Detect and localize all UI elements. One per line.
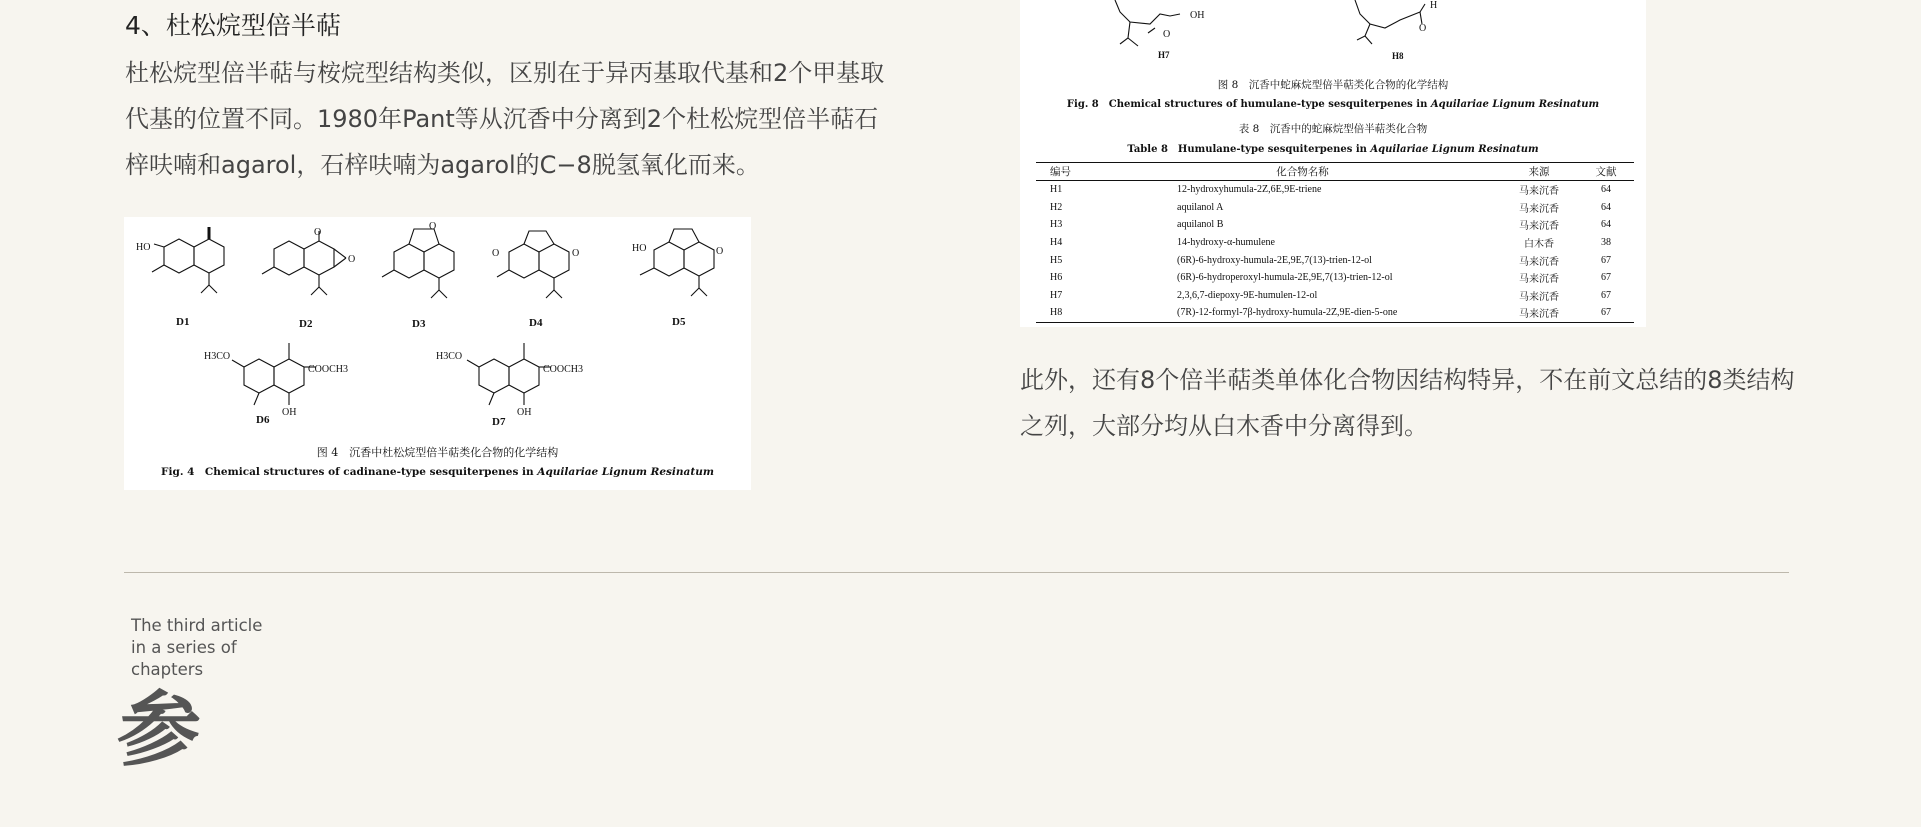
table-cell: 马来沉香: [1519, 186, 1559, 198]
series-label: [131, 615, 262, 681]
column-header: 化合物名称: [1107, 163, 1500, 181]
table-cell: H6: [1050, 272, 1063, 284]
atom-label-h: H: [1430, 0, 1438, 11]
table-cell: H4: [1050, 237, 1063, 249]
compound-label: H7: [1158, 50, 1170, 60]
column-header: 编号: [1036, 163, 1107, 181]
table-cell: aquilanol B: [1177, 219, 1224, 231]
figure-4-caption-cn: 图 4 沉香中杜松烷型倍半萜类化合物的化学结构: [316, 446, 559, 459]
atom-label-oh: OH: [517, 407, 532, 418]
atom-label-h3co: H3CO: [436, 351, 463, 362]
table-cell: 马来沉香: [1519, 256, 1559, 268]
table-cell: H7: [1050, 289, 1063, 301]
table-header-row: [1036, 163, 1634, 181]
section-paragraph: 杜松烷型倍半萜与桉烷型结构类似，区别在于异丙基取代基和2个甲基取代基的位置不同。1980年Pant等从沉香中分离到2个杜松烷型倍半萜石梓呋喃和agarol，石梓呋喃为agarol的C−8脱氢氧化而来。: [125, 59, 885, 179]
table-row: [1036, 216, 1634, 234]
chapter-number-glyph: 参: [111, 682, 207, 778]
figure-8-structures: [1020, 0, 1646, 60]
table-cell: H8: [1036, 304, 1107, 322]
table-cell: 马来沉香: [1519, 291, 1559, 303]
figure-8-table-8-image: [1020, 0, 1646, 327]
table-cell: 马来沉香: [1500, 304, 1578, 322]
atom-label-o: O: [716, 246, 724, 257]
series-label-line: in a series of: [131, 638, 237, 657]
atom-label-cooch3: COOCH3: [543, 364, 584, 375]
table-row: [1036, 234, 1634, 252]
table-cell: H5: [1050, 254, 1063, 266]
atom-label-cooch3: COOCH3: [308, 364, 349, 375]
atom-label-oh: OH: [1190, 10, 1205, 21]
series-label-line: chapters: [131, 660, 204, 679]
table-cell: 14-hydroxy-α-humulene: [1177, 237, 1275, 249]
table-cell: aquilanol A: [1177, 201, 1224, 213]
column-header: 来源: [1500, 163, 1578, 181]
table-cell: 67: [1578, 304, 1634, 322]
table-cell: 马来沉香: [1519, 221, 1559, 233]
atom-label-o: O: [572, 248, 580, 259]
table-row: [1036, 181, 1634, 199]
table-cell: 2,3,6,7-diepoxy-9E-humulen-12-ol: [1177, 289, 1318, 301]
atom-label-o: O: [348, 254, 356, 265]
atom-label-oh: OH: [282, 407, 297, 418]
figure-8-caption-en: Fig. 8 Chemical structures of humulane-type sesquiterpenes in Aquilariae Lignum Resinatum: [1066, 99, 1600, 110]
compound-label: D2: [299, 318, 313, 330]
table-cell: (6R)-6-hydroxy-humula-2E,9E,7(13)-trien-12-ol: [1177, 254, 1372, 266]
table-cell: 12-hydroxyhumula-2Z,6E,9E-triene: [1177, 184, 1322, 196]
table-row: [1036, 199, 1634, 217]
table-cell: 64: [1601, 201, 1611, 213]
table-cell: 64: [1601, 219, 1611, 231]
atom-label-ho: HO: [632, 243, 647, 254]
atom-label-h3co: H3CO: [204, 351, 231, 362]
table-cell: 白木香: [1524, 239, 1554, 251]
compound-label: D5: [672, 316, 686, 328]
table-cell: 67: [1601, 289, 1611, 301]
atom-label-o: O: [492, 248, 500, 259]
column-header: 文献: [1578, 163, 1634, 181]
atom-label-o: O: [429, 221, 437, 232]
table-cell: 64: [1601, 184, 1611, 196]
figure-4-image: [124, 217, 751, 490]
compound-label: D7: [492, 416, 506, 428]
figure-8-caption-cn: 图 8 沉香中蛇麻烷型倍半萜类化合物的化学结构: [1217, 79, 1449, 91]
right-paragraph: 此外，还有8个倍半萜类单体化合物因结构特异，不在前文总结的8类结构之列，大部分均从白木香中分离得到。: [1020, 366, 1795, 440]
compound-label: D6: [256, 414, 270, 426]
figure-4-caption-en: Fig. 4 Chemical structures of cadinane-type sesquiterpenes in Aquilariae Lignum Resinatum: [161, 466, 714, 478]
compound-label: D4: [529, 317, 543, 329]
table-cell: 67: [1601, 272, 1611, 284]
atom-label-o: O: [314, 227, 322, 238]
table-cell: 38: [1601, 237, 1611, 249]
table-cell: H2: [1050, 201, 1063, 213]
series-label-line: The third article: [131, 616, 263, 635]
table-cell: (7R)-12-formyl-7β-hydroxy-humula-2Z,9E-dien-5-one: [1107, 304, 1500, 322]
compound-label: H8: [1392, 51, 1404, 60]
table-row: [1036, 251, 1634, 269]
table-cell: 马来沉香: [1519, 274, 1559, 286]
section-heading: 4、杜松烷型倍半萜: [125, 11, 341, 40]
table-8-title-en: Table 8 Humulane-type sesquiterpenes in Aquilariae Lignum Resinatum: [1127, 144, 1539, 155]
compound-label: D1: [176, 316, 190, 328]
atom-label-o: O: [1163, 29, 1171, 40]
table-row: [1036, 304, 1634, 322]
table-8-title-cn: 表 8 沉香中的蛇麻烷型倍半萜类化合物: [1238, 123, 1428, 135]
compound-label: D3: [412, 318, 426, 330]
table-cell: H3: [1050, 219, 1063, 231]
atom-label-ho: HO: [136, 242, 151, 253]
table-cell: H1: [1050, 184, 1063, 196]
atom-label-o: O: [1419, 23, 1427, 34]
table-cell: 67: [1601, 254, 1611, 266]
section-divider: [124, 572, 1789, 573]
table-cell: 马来沉香: [1519, 203, 1559, 215]
table-row: [1036, 287, 1634, 305]
table-cell: (6R)-6-hydroperoxyl-humula-2E,9E,7(13)-trien-12-ol: [1177, 272, 1393, 284]
table-row: [1036, 269, 1634, 287]
table-8: [1036, 162, 1634, 323]
